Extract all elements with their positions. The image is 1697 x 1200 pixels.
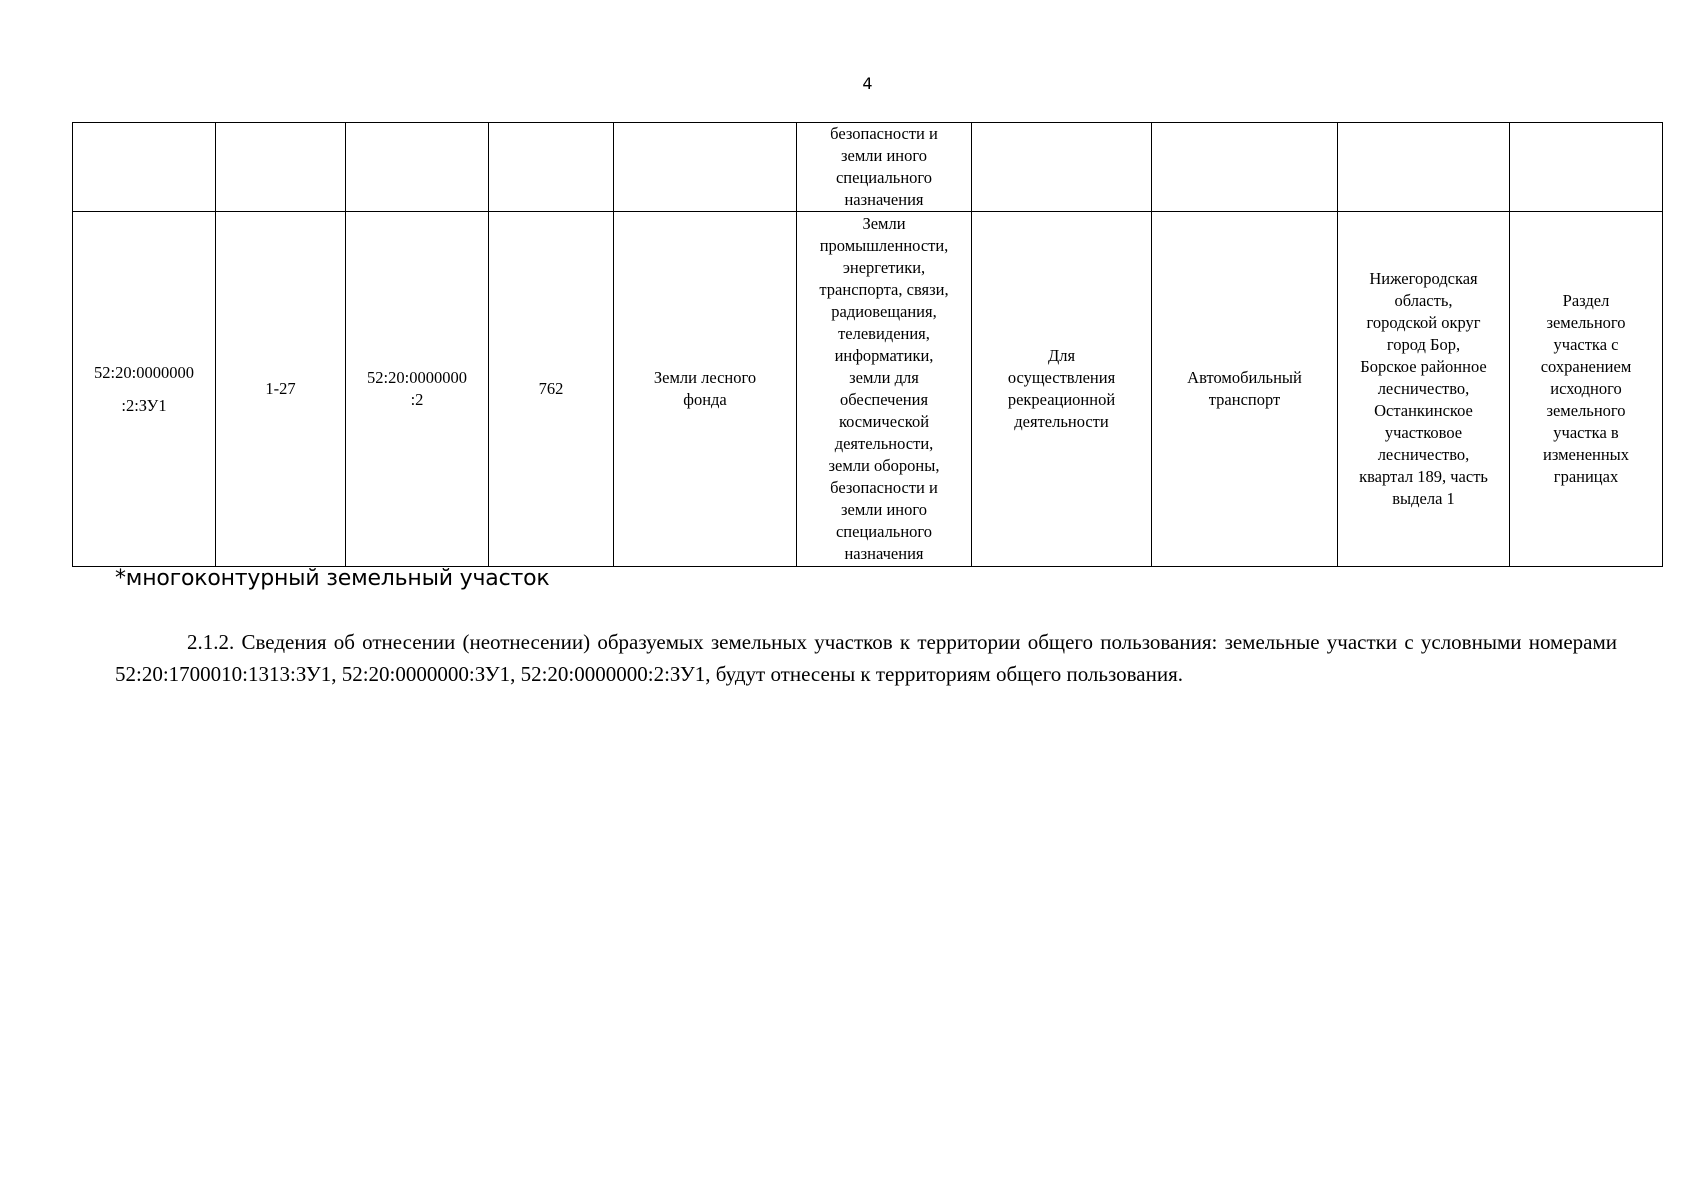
table-cell-empty xyxy=(216,123,346,212)
table-cell-empty xyxy=(972,123,1152,212)
land-parcels-table xyxy=(72,122,1663,567)
body-paragraph: 2.1.2. Сведения об отнесении (неотнесении) образуемых земельных участков к территории общего пользования: земельные участки с условными номерами 52:20:1700010:1313:ЗУ1, 52:20:0000000:ЗУ1, 52:20:0000000:2:ЗУ1, будут отнесены к территориям общего пользования. xyxy=(115,630,1617,686)
table-cell-use-type: Автомобильный транспорт xyxy=(1152,212,1338,567)
table-cell-address: Нижегородская область, городской округ город Бор, Борское районное лесничество, Останкинское участковое лесничество, квартал 189, часть выдела 1 xyxy=(1338,212,1510,567)
table-cell-land-category-continued: безопасности и земли иного специального назначения xyxy=(797,123,972,212)
table-cell-empty xyxy=(73,123,216,212)
table-cell-empty xyxy=(1152,123,1338,212)
table-cell-contour-points: 1-27 xyxy=(216,212,346,567)
table-cell-empty xyxy=(489,123,614,212)
table-cell-empty xyxy=(346,123,489,212)
footnote: *многоконтурный земельный участок xyxy=(115,566,550,591)
table-cell-permitted-use: Для осуществления рекреационной деятельности xyxy=(972,212,1152,567)
table-cell-empty xyxy=(1510,123,1663,212)
table-cell-empty xyxy=(1338,123,1510,212)
table-cell-cadastral-number: 52:20:0000000 :2:ЗУ1 xyxy=(73,212,216,567)
table-cell-empty xyxy=(614,123,797,212)
table-cell-current-category: Земли лесного фонда xyxy=(614,212,797,567)
table-cell-area: 762 xyxy=(489,212,614,567)
table-row xyxy=(73,212,1663,567)
table-cell-source-parcel: 52:20:0000000 :2 xyxy=(346,212,489,567)
table-cell-new-category: Земли промышленности, энергетики, транспорта, связи, радиовещания, телевидения, информатики, земли для обеспечения космической деятельности, земли обороны, безопасности и земли иного специального назначения xyxy=(797,212,972,567)
table-cell-formation-method: Раздел земельного участка с сохранением исходного земельного участка в измененных границах xyxy=(1510,212,1663,567)
table-row-continuation xyxy=(73,123,1663,212)
page-number: 4 xyxy=(862,74,873,93)
